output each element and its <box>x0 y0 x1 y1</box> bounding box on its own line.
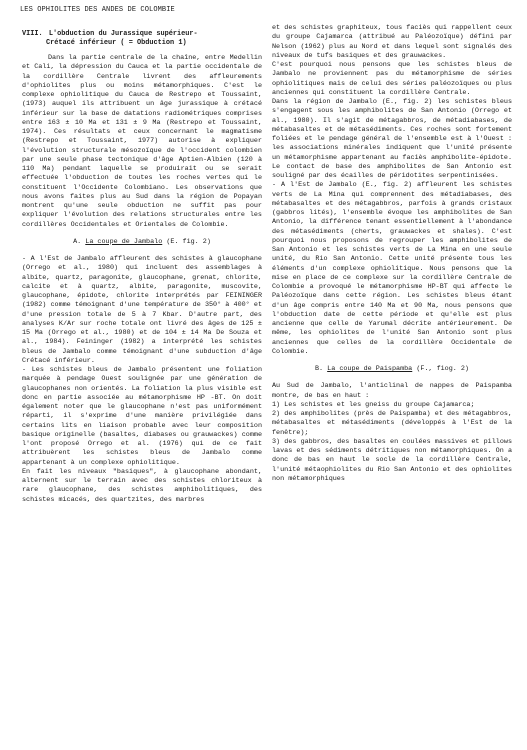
paragraph: C'est pourquoi nous pensons que les schistes bleus de Jambalo ne proviennent pas du métamorphisme de séries ophiolitiques mais de celui des séries paléozoïques ou plus anciennes qui constituent la cordillère Centrale. <box>272 61 512 97</box>
subsection-title: La coupe de Jambalo <box>85 237 163 246</box>
section-title-line1: L'obduction du Jurassique supérieur- <box>48 30 198 38</box>
paragraph: - A l'Est de Jambalo affleurent des schistes à glaucophane (Orrego et al., 1980) qui incluent des assemblages à albite, quartz, paragonite, glaucophane, grenat, chlorite, calcite et à quartz, albite, paragonite, muscovite, glaucophane, épidote, chlorite interprétés par FEININGER (1982) comme témoignant d'une température de 350° à 400° et d'une pression totale de 5 à 7 Kbar. D'autre part, des analyses K/Ar sur roche totale ont livré des âges de 125 ± 15 Ma (Orrego et al., 1980) et de 104 ± 14 Ma De Souza et al., 1984). Feininger (1982) a interprété les schistes bleus de Jambalo comme témoignant d'une subduction d'âge Crétacé inférieur. <box>22 255 262 365</box>
list-item: 1) Les schistes et les gneiss du groupe Cajamarca; <box>272 400 475 409</box>
paragraph: Au Sud de Jambalo, l'anticlinal de nappes de Paispamba montre, de bas en haut : <box>272 382 512 400</box>
subsection-title: La coupe de Paispamba <box>327 365 413 373</box>
subsection-heading-b <box>272 365 512 374</box>
subsection-heading-a <box>22 238 262 247</box>
subsection-suffix: (E. fig. 2) <box>166 237 211 246</box>
subsection-label: B. <box>315 365 324 373</box>
list-item: 3) des gabbros, des basaltes en coulées massives et pillows lavas et des sédiments détritiques non métamorphiques. On a donc de bas en haut le socle de la cordillère Centrale, l'unité métaophiolites du Rio San Antonio et des ophiolites non métamorphiques <box>272 437 512 483</box>
section-number: VIII. <box>22 30 43 38</box>
paragraph: et des schistes graphiteux, tous faciès qui rappellent ceux du groupe Cajamarca (attribué au Paléozoïque) défini par Nelson (1962) plus au Nord et dans lequel sont signalés des niveaux de tufs basiques et des grauwackes. <box>272 24 512 60</box>
section-title-line2: Crétacé inférieur ( = Obduction 1) <box>46 39 187 47</box>
paragraph: Dans la région de Jambalo (E., fig. 2) les schistes bleus s'engagent sous les amphibolites de San Antonio (Orrego et al., 1980). Il s'agit de métagabbros, de métadiabases, de métabasaltes et de métasédiments. Ces roches sont fortement foliées et le pendage général de l'ensemble est à l'Ouest : les associations minérales indiquent que l'unité présente un métamorphisme appartenant au faciès amphibolite-épidote. Le contact de base des amphibolites de San Antonio est souligné par des écailles de péridotites serpentinisées. <box>272 98 512 180</box>
right-column <box>272 24 512 484</box>
paragraph: En fait les niveaux "basiques", à glaucophane abondant, alternent sur le terrain avec des schistes chloriteux à rare glaucophane, des schistes amphibolitiques, des schistes micacés, des quartzites, des marbres <box>22 467 262 504</box>
subsection-label: A. <box>73 237 82 246</box>
paragraph: - Les schistes bleus de Jambalo présentent une foliation marquée à pendage Ouest soulignée par une génération de glaucophanes non orientés. La foliation la plus visible est donc en partie associée au métamorphisme HP -BT. On doit également noter que le glaucophane n'est pas uniformément réparti, il s'exprime d'une manière privilégiée dans certains lits en liaison probable avec leur composition basique originelle (basaltes, diabases ou grauwackes) comme l'ont proposé Orrego et al. (1976) qui de ce fait attribuèrent les schistes bleus de Jambalo comme appartenant à un complexe ophiolitique. <box>22 366 262 467</box>
list-item: 2) des amphibolites (près de Paispamba) et des métagabbros, métabasaltes et métasédiments (développés à l'Est de la fenêtre); <box>272 410 512 437</box>
paragraph: - A l'Est de Jambalo (E., fig. 2) affleurent les schistes verts de La Mina qui comprennent des métadiabases, des métabasaltes et des métagabbros, parfois à grands cristaux (gabbros lités), l'ensemble évoque les amphibolites de San Antonio, la différence tenant essentiellement à l'abondance des métasédiments (cherts, grauwackes et shales). C'est pourquoi nous proposons de regrouper les amphibolites de San Antonio et les schistes verts de La Mina en une seule unité, du Rio San Antonio. Cette unité présente tous les éléments d'un complexe ophiolitique. Nous pensons que la mise en place de ce complexe sur la cordillère Centrale de Colombie a provoqué le métamorphisme HP-BT qui affecte le Paléozoïque dans cette région. Les schistes bleus étant d'un âge compris entre 140 Ma et 90 Ma, nous pensons que l'obduction date de cette période et qu'elle est plus ancienne que celle de Yarumal décrite antérieurement. De même, les ophiolites de l'unité San Antonio sont plus anciennes que celles de la cordillère Occidentale de Colombie. <box>272 181 512 356</box>
subsection-suffix: (F., fiog. 2) <box>416 365 469 373</box>
section-heading <box>22 30 262 48</box>
paragraph: Dans la partie centrale de la chaîne, entre Medellin et Cali, la dépression du Cauca et la partie occidentale de la cordillère Centrale livrent des affleurements d'ophiolites plus ou moins métamorphiques. C'est le complexe ophiolitique du Cauca de Restrepo et Toussaint, (1973) auquel ils attribuent un âge jurassique à crétacé inférieur sur la base de datations radiométriques comprises entre 163 ± 10 Ma et 131 ± 9 Ma (Restrepo et Toussaint, 1974). Ces résultats et ceux concernant le magmatisme (Restrepo et Toussaint, 1977) autorise à expliquer l'évolution structurale mésozoïque de l'occident colombien par une seule phase tectonique d'âge Aptien-Albien (120 à 110 Ma) pendant laquelle se produirait ou se serait effectuée l'obduction de toutes les roches vertes qui le constituent l'Occidente Colombiano. Les observations que nous avons faites plus au Sud dans la région de Popayan montrent qu'une seule obduction ne suffit pas pour expliquer l'évolution des relations structurales entre les cordillères Occidentales et Orientales de Colombie. <box>22 54 262 229</box>
running-header: LES OPHIOLITES DES ANDES DE COLOMBIE <box>20 6 175 14</box>
left-column <box>22 30 262 505</box>
